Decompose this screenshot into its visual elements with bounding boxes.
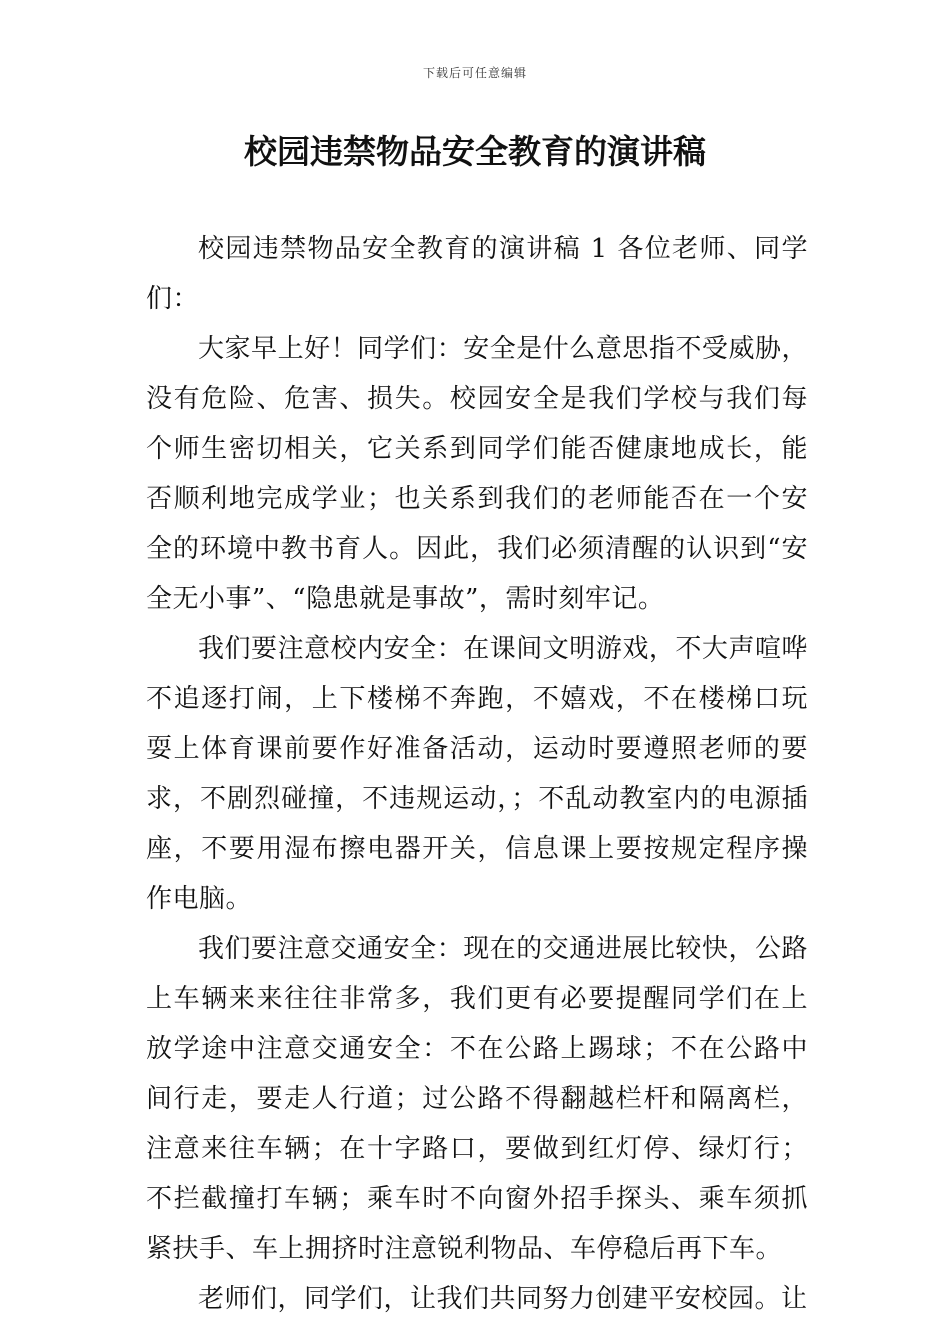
paragraph-traffic-safety: 我们要注意交通安全：现在的交通进展比较快，公路上车辆来来往往非常多，我们更有必要提醒同学们在上放学途中注意交通安全：不在公路上踢球；不在公路中间行走，要走人行道；过公路不得翻越栏杆和隔离栏，注意来往车辆；在十字路口，要做到红灯停、绿灯行；不拦截撞打车辆；乘车时不向窗外招手探头、乘车须抓紧扶手、车上拥挤时注意锐利物品、车停稳后再下车。	[146, 934, 808, 1264]
header-note: 下载后可任意编辑	[422, 66, 527, 80]
document-body	[146, 224, 808, 1324]
paragraph-salutation: 校园违禁物品安全教育的演讲稿 1 各位老师、同学们：	[146, 234, 808, 314]
paragraph-closing: 老师们，同学们，让我们共同努力创建平安校园。让	[198, 1284, 808, 1314]
paragraph-campus-safety: 我们要注意校内安全：在课间文明游戏，不大声喧哗不追逐打闹，上下楼梯不奔跑，不嬉戏，不在楼梯口玩耍上体育课前要作好准备活动，运动时要遵照老师的要求，不剧烈碰撞，不违规运动，；不乱动教室内的电源插座，不要用湿布擦电器开关，信息课上要按规定程序操作电脑。	[146, 634, 808, 914]
paragraph-greeting: 大家早上好！同学们：安全是什么意思指不受威胁，没有危险、危害、损失。校园安全是我们学校与我们每个师生密切相关，它关系到同学们能否健康地成长，能否顺利地完成学业；也关系到我们的老师能否在一个安全的环境中教书育人。因此，我们必须清醒的认识到“安全无小事”、“隐患就是事故”，需时刻牢记。	[146, 334, 808, 614]
document-title: 校园违禁物品安全教育的演讲稿	[244, 132, 706, 171]
